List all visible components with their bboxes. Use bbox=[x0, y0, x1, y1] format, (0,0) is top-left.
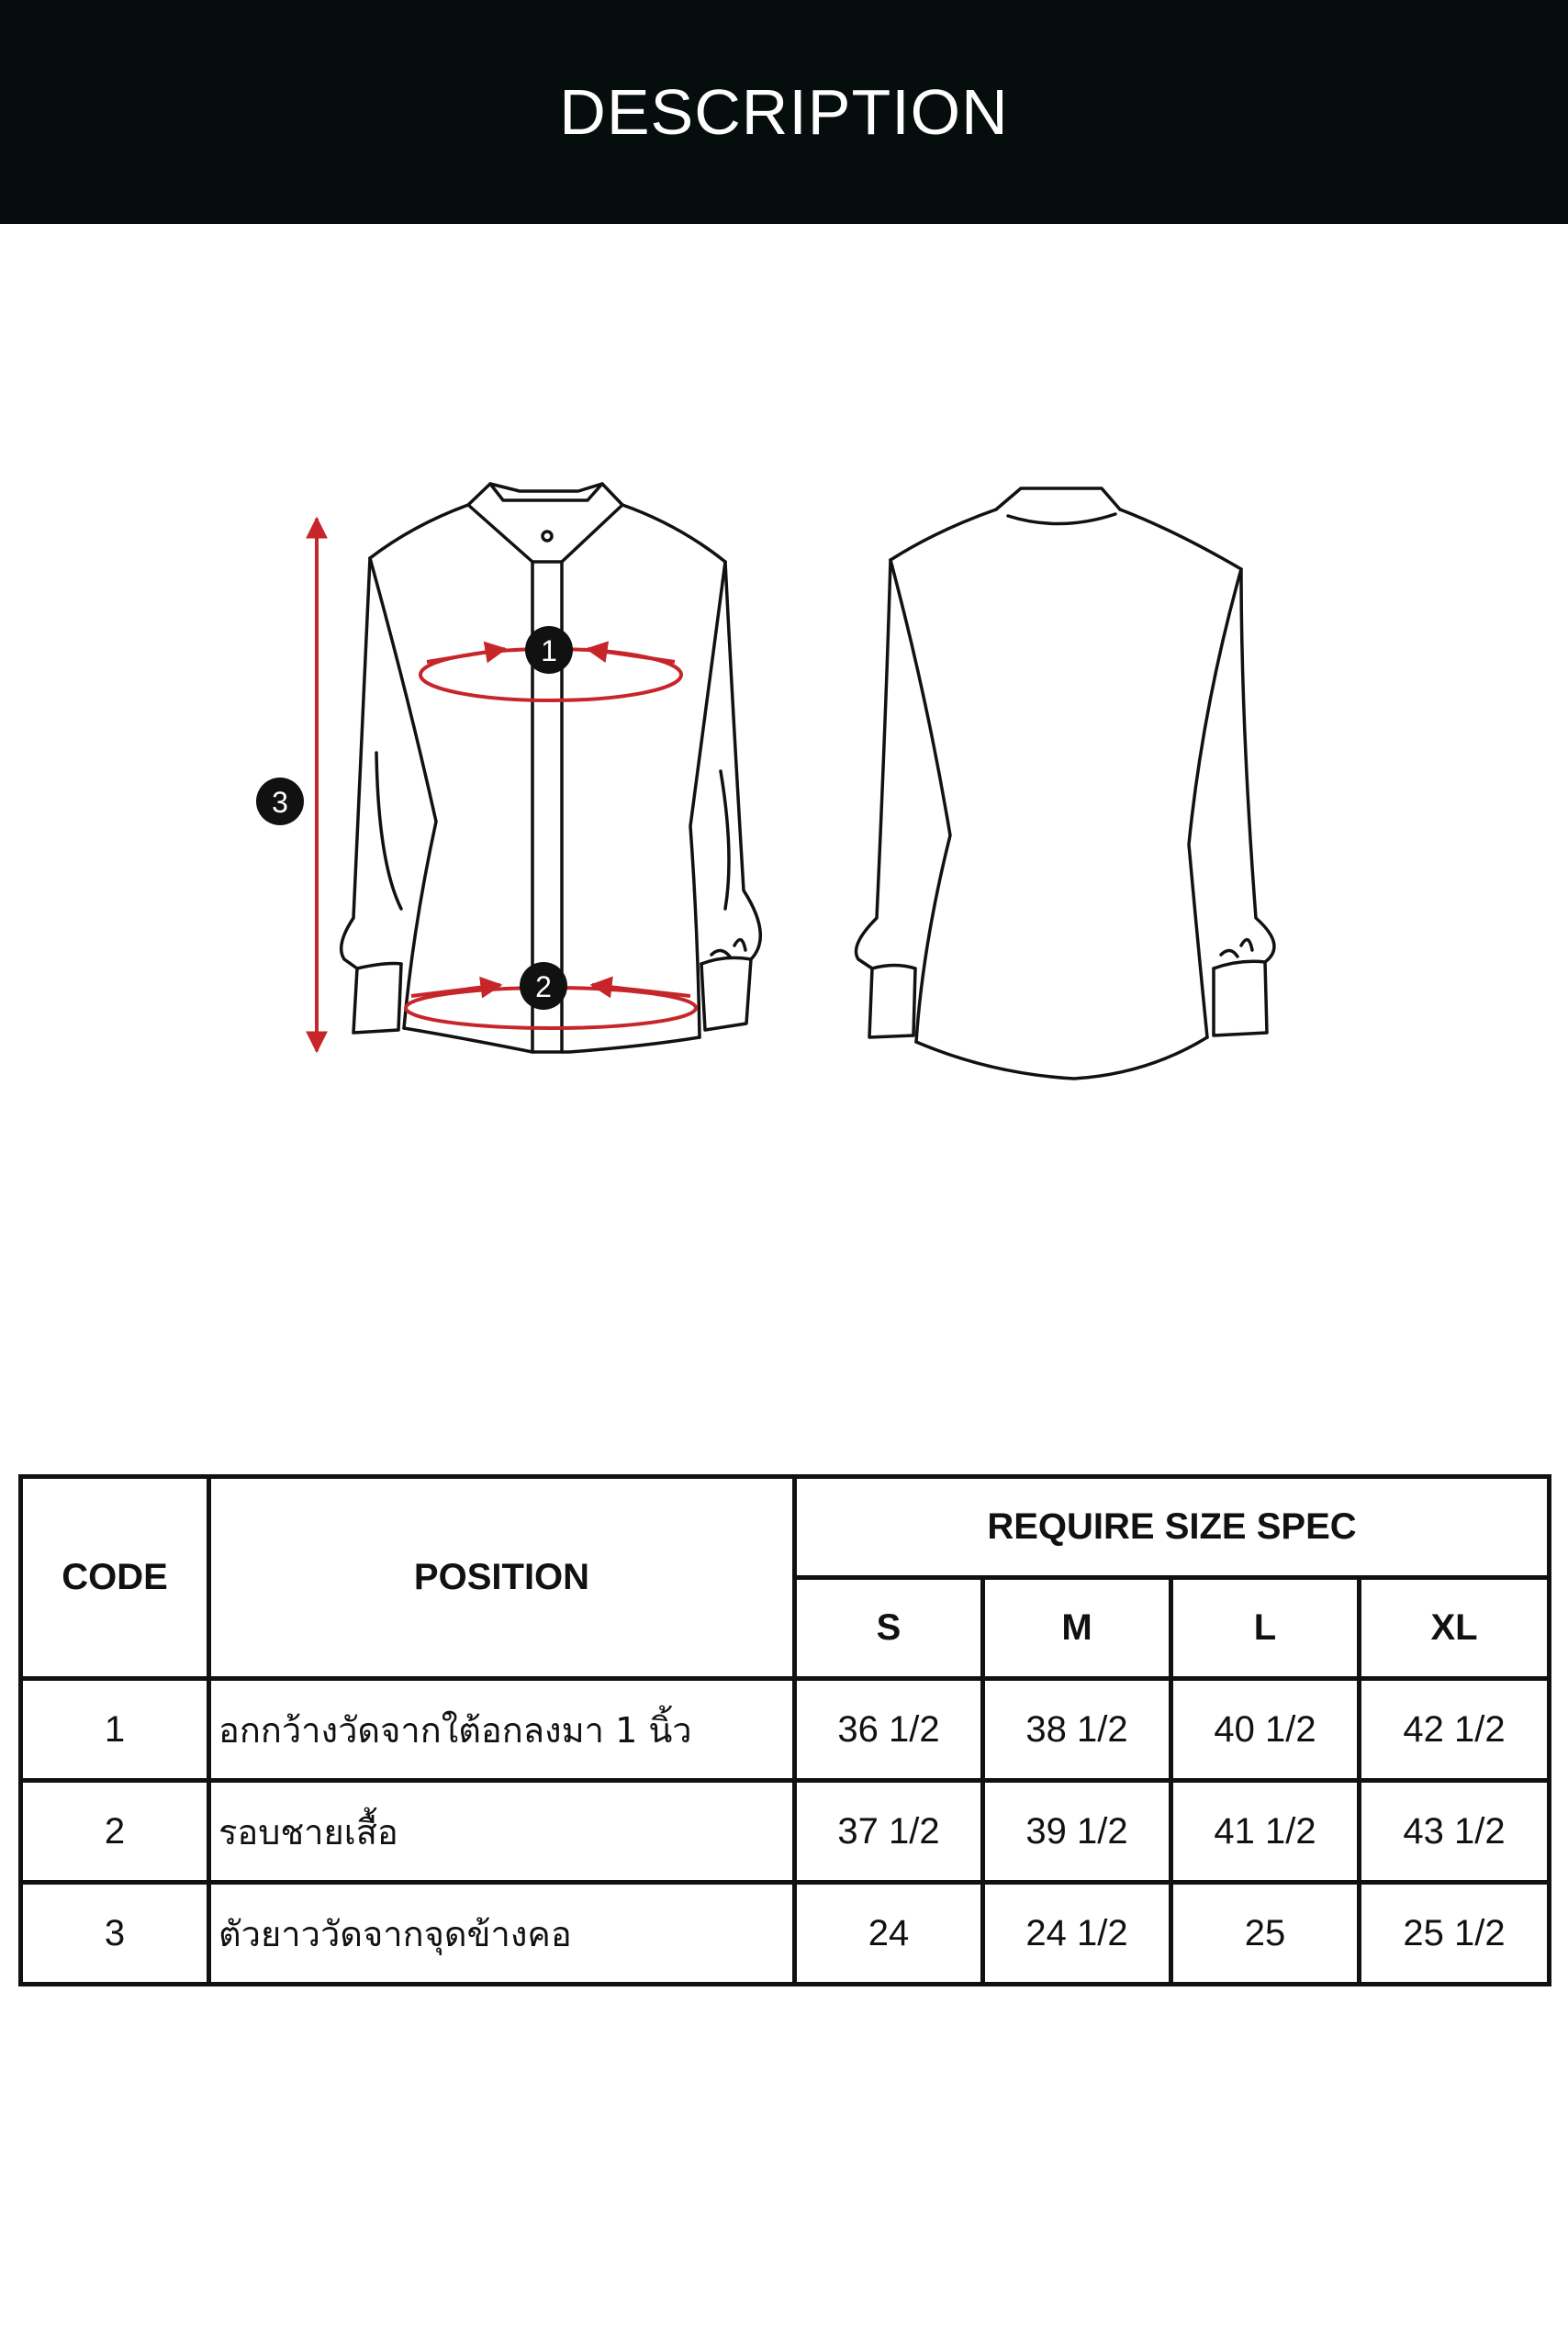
row-position: รอบชายเสื้อ bbox=[209, 1781, 795, 1883]
row-value-m: 39 1/2 bbox=[983, 1781, 1171, 1883]
row-value-m: 38 1/2 bbox=[983, 1679, 1171, 1781]
svg-text:2: 2 bbox=[535, 970, 552, 1003]
row-value-m: 24 1/2 bbox=[983, 1883, 1171, 1985]
marker-1 bbox=[525, 626, 573, 674]
row-position: อกกว้างวัดจากใต้อกลงมา 1 นิ้ว bbox=[209, 1679, 795, 1781]
row-code: 1 bbox=[21, 1679, 209, 1781]
measurement-overlays bbox=[317, 519, 696, 1051]
row-value-xl: 43 1/2 bbox=[1360, 1781, 1550, 1883]
header-code: CODE bbox=[21, 1477, 209, 1679]
table-row bbox=[21, 1679, 1550, 1781]
row-value-s: 36 1/2 bbox=[795, 1679, 983, 1781]
row-position: ตัวยาววัดจากจุดข้างคอ bbox=[209, 1883, 795, 1985]
table-row bbox=[21, 1883, 1550, 1985]
size-spec-table bbox=[18, 1474, 1551, 1986]
row-value-l: 25 bbox=[1171, 1883, 1360, 1985]
svg-text:1: 1 bbox=[541, 634, 557, 667]
marker-2 bbox=[520, 962, 567, 1010]
row-code: 2 bbox=[21, 1781, 209, 1883]
shirt-illustration bbox=[0, 441, 1568, 1102]
chest-arrow-right bbox=[588, 649, 675, 662]
header-bar bbox=[0, 0, 1568, 224]
header-size-m: M bbox=[983, 1578, 1171, 1679]
row-code: 3 bbox=[21, 1883, 209, 1985]
row-value-s: 24 bbox=[795, 1883, 983, 1985]
page-title: DESCRIPTION bbox=[559, 76, 1009, 148]
table-row bbox=[21, 1781, 1550, 1883]
header-size-l: L bbox=[1171, 1578, 1360, 1679]
header-position: POSITION bbox=[209, 1477, 795, 1679]
row-value-xl: 25 1/2 bbox=[1360, 1883, 1550, 1985]
shirt-back-drawing bbox=[857, 488, 1274, 1079]
header-size-spec: REQUIRE SIZE SPEC bbox=[795, 1477, 1550, 1578]
header-size-xl: XL bbox=[1360, 1578, 1550, 1679]
chest-arrow-left bbox=[427, 649, 505, 662]
marker-3 bbox=[256, 778, 304, 825]
row-value-l: 41 1/2 bbox=[1171, 1781, 1360, 1883]
row-value-xl: 42 1/2 bbox=[1360, 1679, 1550, 1781]
svg-text:3: 3 bbox=[272, 786, 288, 819]
header-size-s: S bbox=[795, 1578, 983, 1679]
row-value-l: 40 1/2 bbox=[1171, 1679, 1360, 1781]
row-value-s: 37 1/2 bbox=[795, 1781, 983, 1883]
